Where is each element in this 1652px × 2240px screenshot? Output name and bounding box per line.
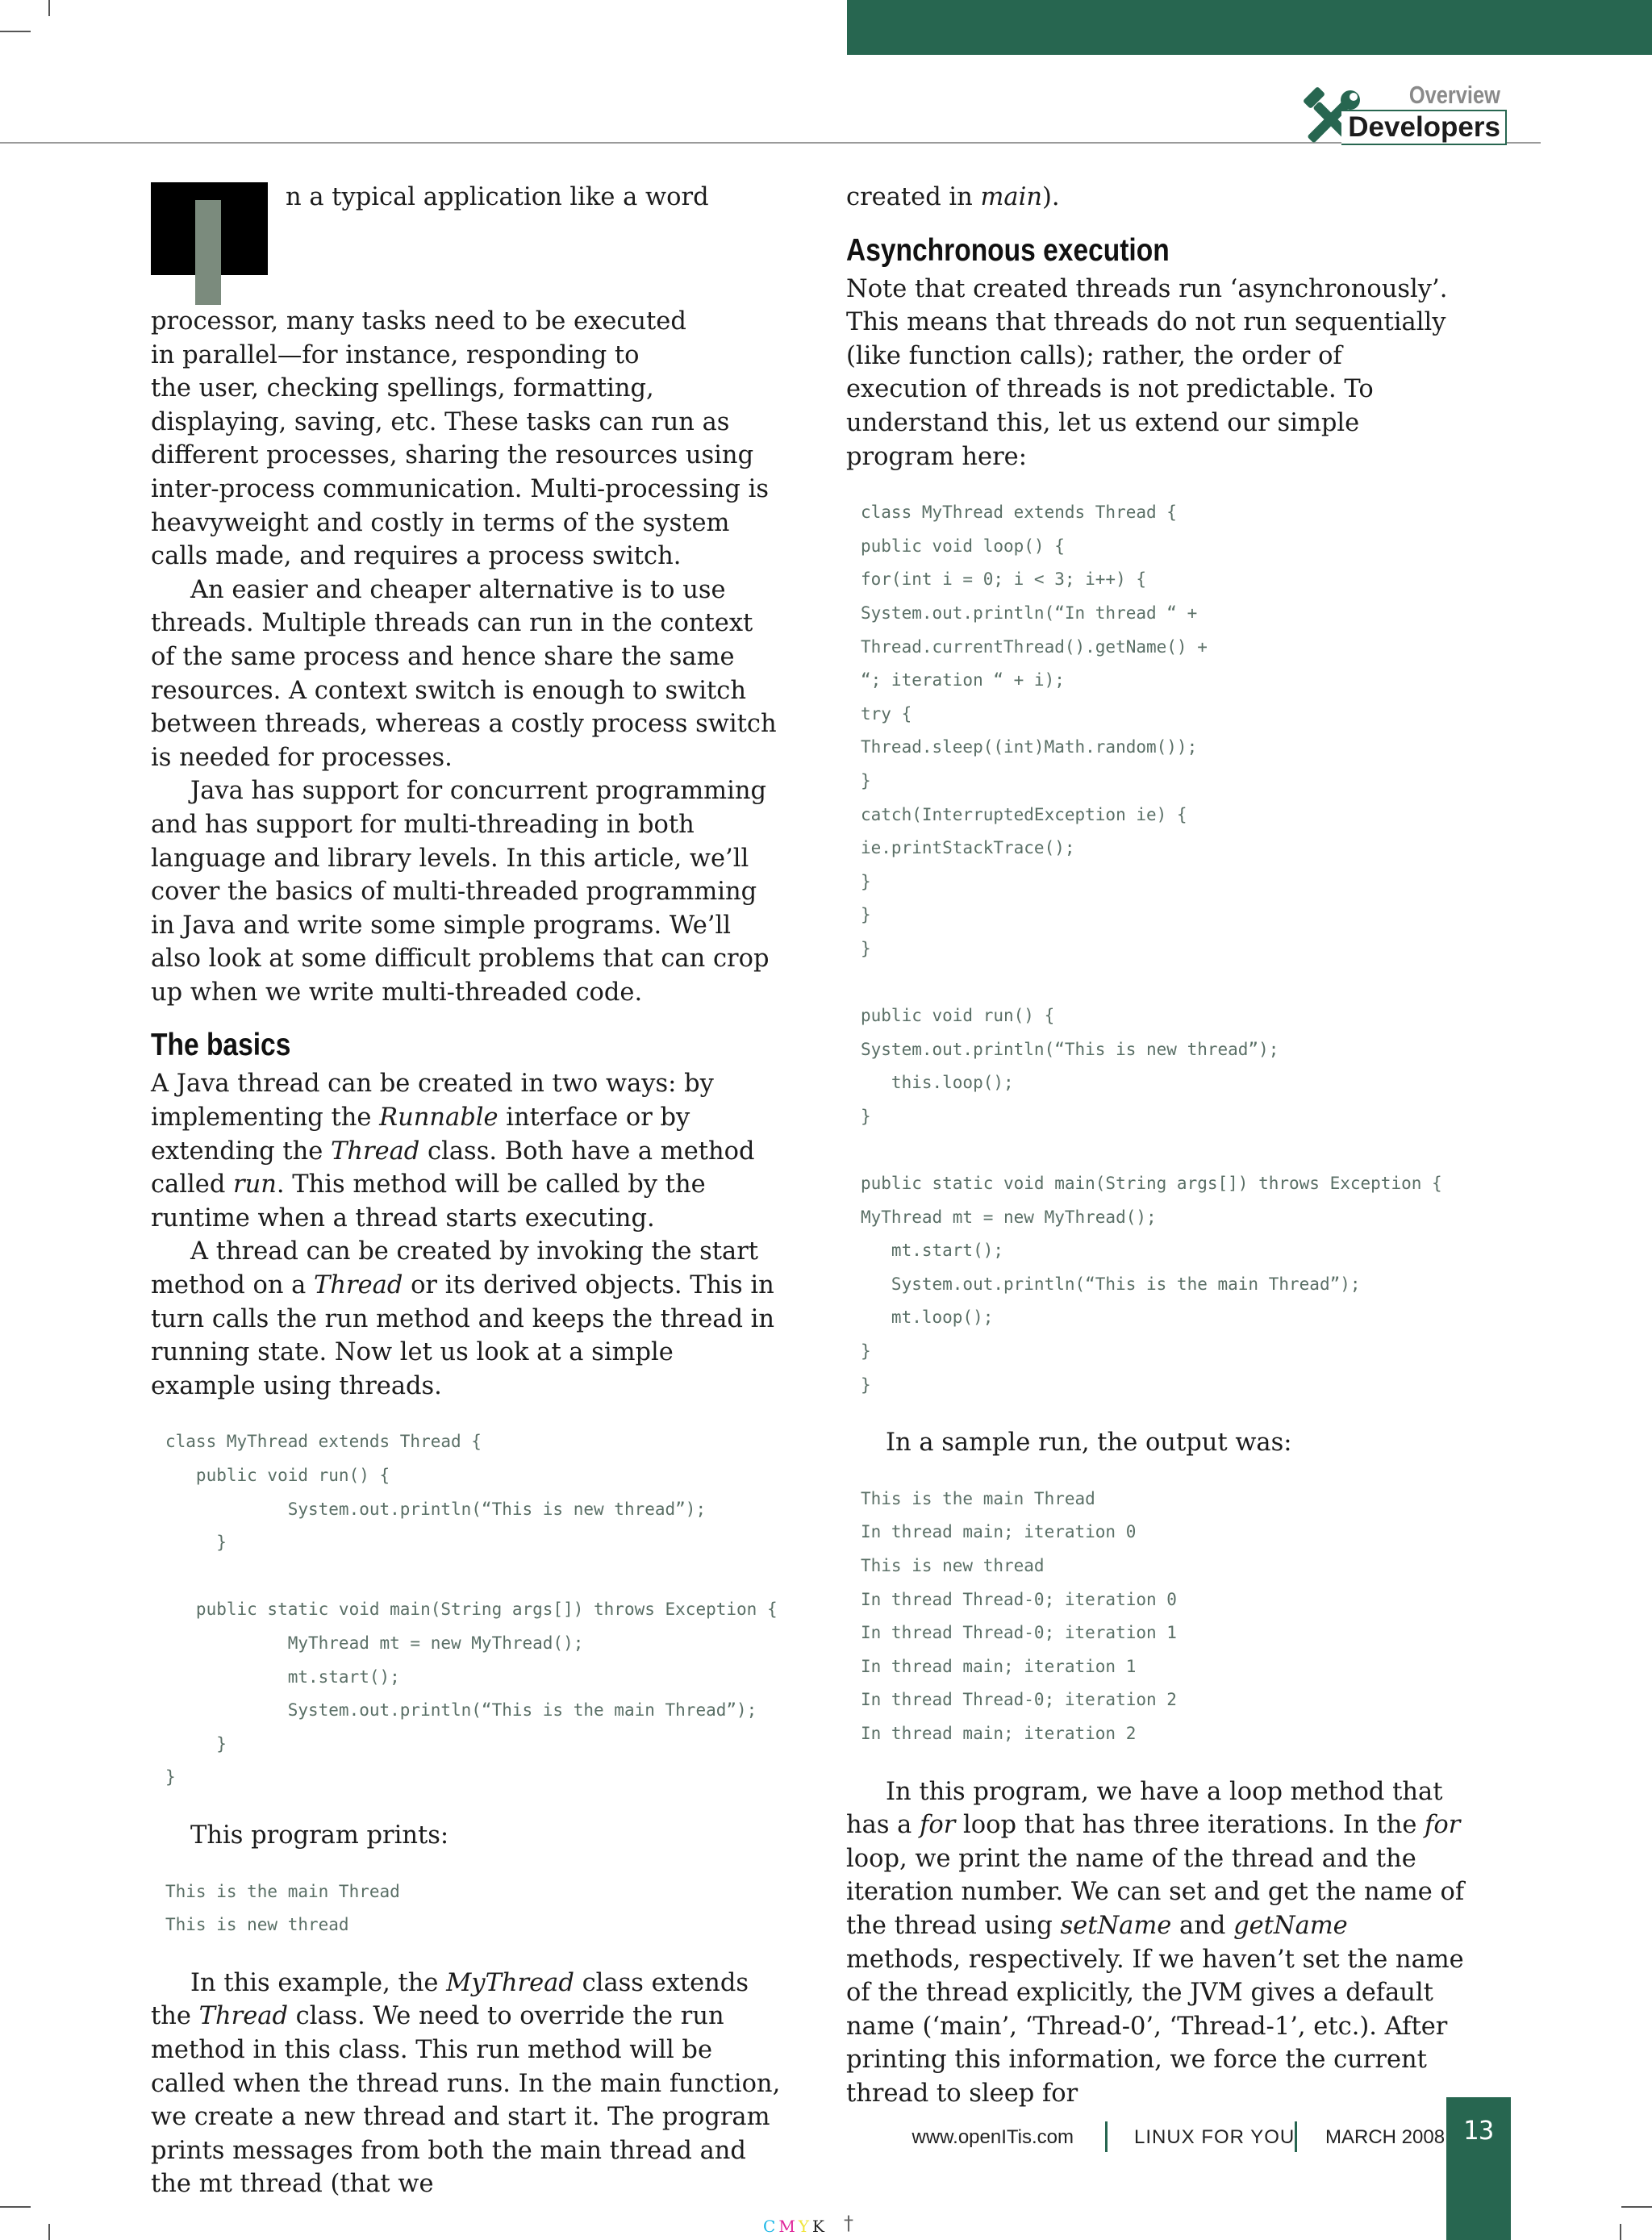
body-paragraph: In this program, we have a loop method that has a for loop that has three iterations. In the for loop, we print the name of the thread and the iteration number. We can set and get the name of the thread using setName and getName methods, respectively. If we haven’t set the name of the thread explicitly, the JVM gives a default name (‘main’, ‘Thread-0’, ‘Thread-1’, etc.). After printing this information, we force the current thread to sleep for bbox=[846, 1777, 1465, 2108]
body-paragraph: Note that created threads run ‘asynchronously’. This means that threads do not run sequentially (like function calls); rather, the order of execution of threads is not predictable. To understand this, let us extend our simple program here: bbox=[846, 274, 1448, 471]
code-listing bbox=[846, 496, 1467, 1402]
header-color-bar bbox=[847, 0, 1652, 55]
code-term: setName bbox=[1060, 1911, 1172, 1940]
category-label: Developers bbox=[1341, 110, 1507, 145]
footer-date: MARCH 2008 bbox=[1325, 2126, 1446, 2148]
article-column-right bbox=[846, 181, 1467, 2110]
crop-mark bbox=[0, 31, 31, 32]
footer-divider bbox=[1105, 2121, 1108, 2152]
body-paragraph: An easier and cheaper alternative is to use threads. Multiple threads can run in the context of the same process and hence share the same resources. A context switch is enough to switch between threads, whereas a costly process switch is needed for processes. bbox=[151, 575, 777, 772]
intro-line: in parallel—for instance, responding to bbox=[151, 340, 640, 369]
code-text: class MyThread extends Thread { public void run() { System.out.println(“This is new thread”); } public static void main(String args[]) throws Exception { MyThread mt = new MyThread(); mt.start(); System.out.println(“This is the main Thread”); } } bbox=[165, 1432, 778, 1787]
body-paragraph: In a sample run, the output was: bbox=[886, 1429, 1292, 1458]
code-text: class MyThread extends Thread { public void loop() { for(int i = 0; i < 3; i++) { System.out.println(“In thread “ + Thread.currentThread().getName() + “; iteration “ + i); try { Thread.sleep((int)Math.random()); } catch(InterruptedException ie) { ie.printStackTrace(); } } } public void run() { System.out.println(“This is new thread”); this.loop(); } public static void main(String args[]) throws Exception { MyThread mt = new MyThread(); mt.start(); System.out.println(“This is the main Thread”); mt.loop(); } } bbox=[861, 503, 1442, 1395]
code-text: This is the main Thread This is new thread bbox=[165, 1881, 400, 1935]
section-heading: Asynchronous execution bbox=[846, 232, 1170, 268]
body-paragraph: created in main). bbox=[846, 183, 1060, 211]
code-term: Thread bbox=[198, 2002, 288, 2031]
program-output bbox=[151, 1875, 784, 1942]
drop-cap bbox=[151, 182, 268, 305]
body-paragraph: A thread can be created by invoking the start method on a Thread or its derived objects. This in turn calls the run method and keeps the thread in running state. Now let us look at a simple example using threads. bbox=[151, 1237, 775, 1400]
section-heading: The basics bbox=[151, 1028, 291, 1063]
code-listing bbox=[151, 1425, 784, 1795]
body-paragraph: This program prints: bbox=[190, 1821, 449, 1850]
program-output bbox=[846, 1483, 1467, 1751]
code-term: Thread bbox=[314, 1271, 403, 1300]
code-term: Runnable bbox=[379, 1103, 499, 1133]
footer-divider bbox=[1295, 2121, 1297, 2152]
code-term: getName bbox=[1233, 1911, 1348, 1940]
body-paragraph: Java has support for concurrent programming and has support for multi-threading in both language and library levels. In this article, we’ll cover the basics of multi-threaded programming in Java and write some simple programs. We’ll also look at some difficult problems that can crop up when we write multi-threaded code. bbox=[151, 777, 770, 1007]
cmyk-marks: CMYK bbox=[763, 2217, 828, 2236]
footer-magazine: LINUX FOR YOU bbox=[1134, 2126, 1295, 2148]
code-text: This is the main Thread In thread main; iteration 0 This is new thread In thread Thread-0; iteration 0 In thread Thread-0; iteration 1 In thread main; iteration 1 In thread Thread-0; iteration 2 In thread main; iteration 2 bbox=[861, 1488, 1177, 1743]
code-term: for bbox=[1425, 1811, 1461, 1840]
code-term: MyThread bbox=[446, 1968, 574, 1997]
article-column-left bbox=[151, 181, 784, 2201]
page-number: 13 bbox=[1462, 2115, 1495, 2146]
intro-line: displaying, saving, etc. These tasks can bbox=[151, 407, 644, 436]
code-term: run bbox=[233, 1170, 277, 1199]
body-paragraph: In this example, the MyThread class extends the Thread class. We need to override the run method in this class. This run method will be called when the thread runs. In the main function, we create a new thread and start it. The program prints messages from both the main thread and the mt thread (that we bbox=[151, 1968, 781, 2199]
code-term: for bbox=[920, 1811, 956, 1840]
section-label: Overview bbox=[1408, 81, 1500, 109]
code-term: Thread bbox=[331, 1137, 420, 1166]
footer-url[interactable]: www.openITis.com bbox=[912, 2126, 1074, 2148]
code-term: main bbox=[980, 183, 1043, 211]
intro-line: n a typical application like a word bbox=[286, 183, 709, 211]
crop-mark bbox=[48, 0, 50, 16]
intro-line: processor, many tasks need to be executed bbox=[151, 307, 686, 336]
intro-line: the user, checking spellings, formatting, bbox=[151, 374, 654, 403]
intro-rest: run as different processes, sharing the resources using inter-process communication. Multi-processing is heavyweight and costly in terms of the system calls made, and requires a process switch. bbox=[151, 407, 770, 571]
registration-mark: † bbox=[844, 2212, 853, 2234]
body-paragraph: A Java thread can be created in two ways: by implementing the Runnable interface or by extending the Thread class. Both have a method called run. This method will be called by the runtime when a thread starts executing. bbox=[151, 1070, 755, 1233]
